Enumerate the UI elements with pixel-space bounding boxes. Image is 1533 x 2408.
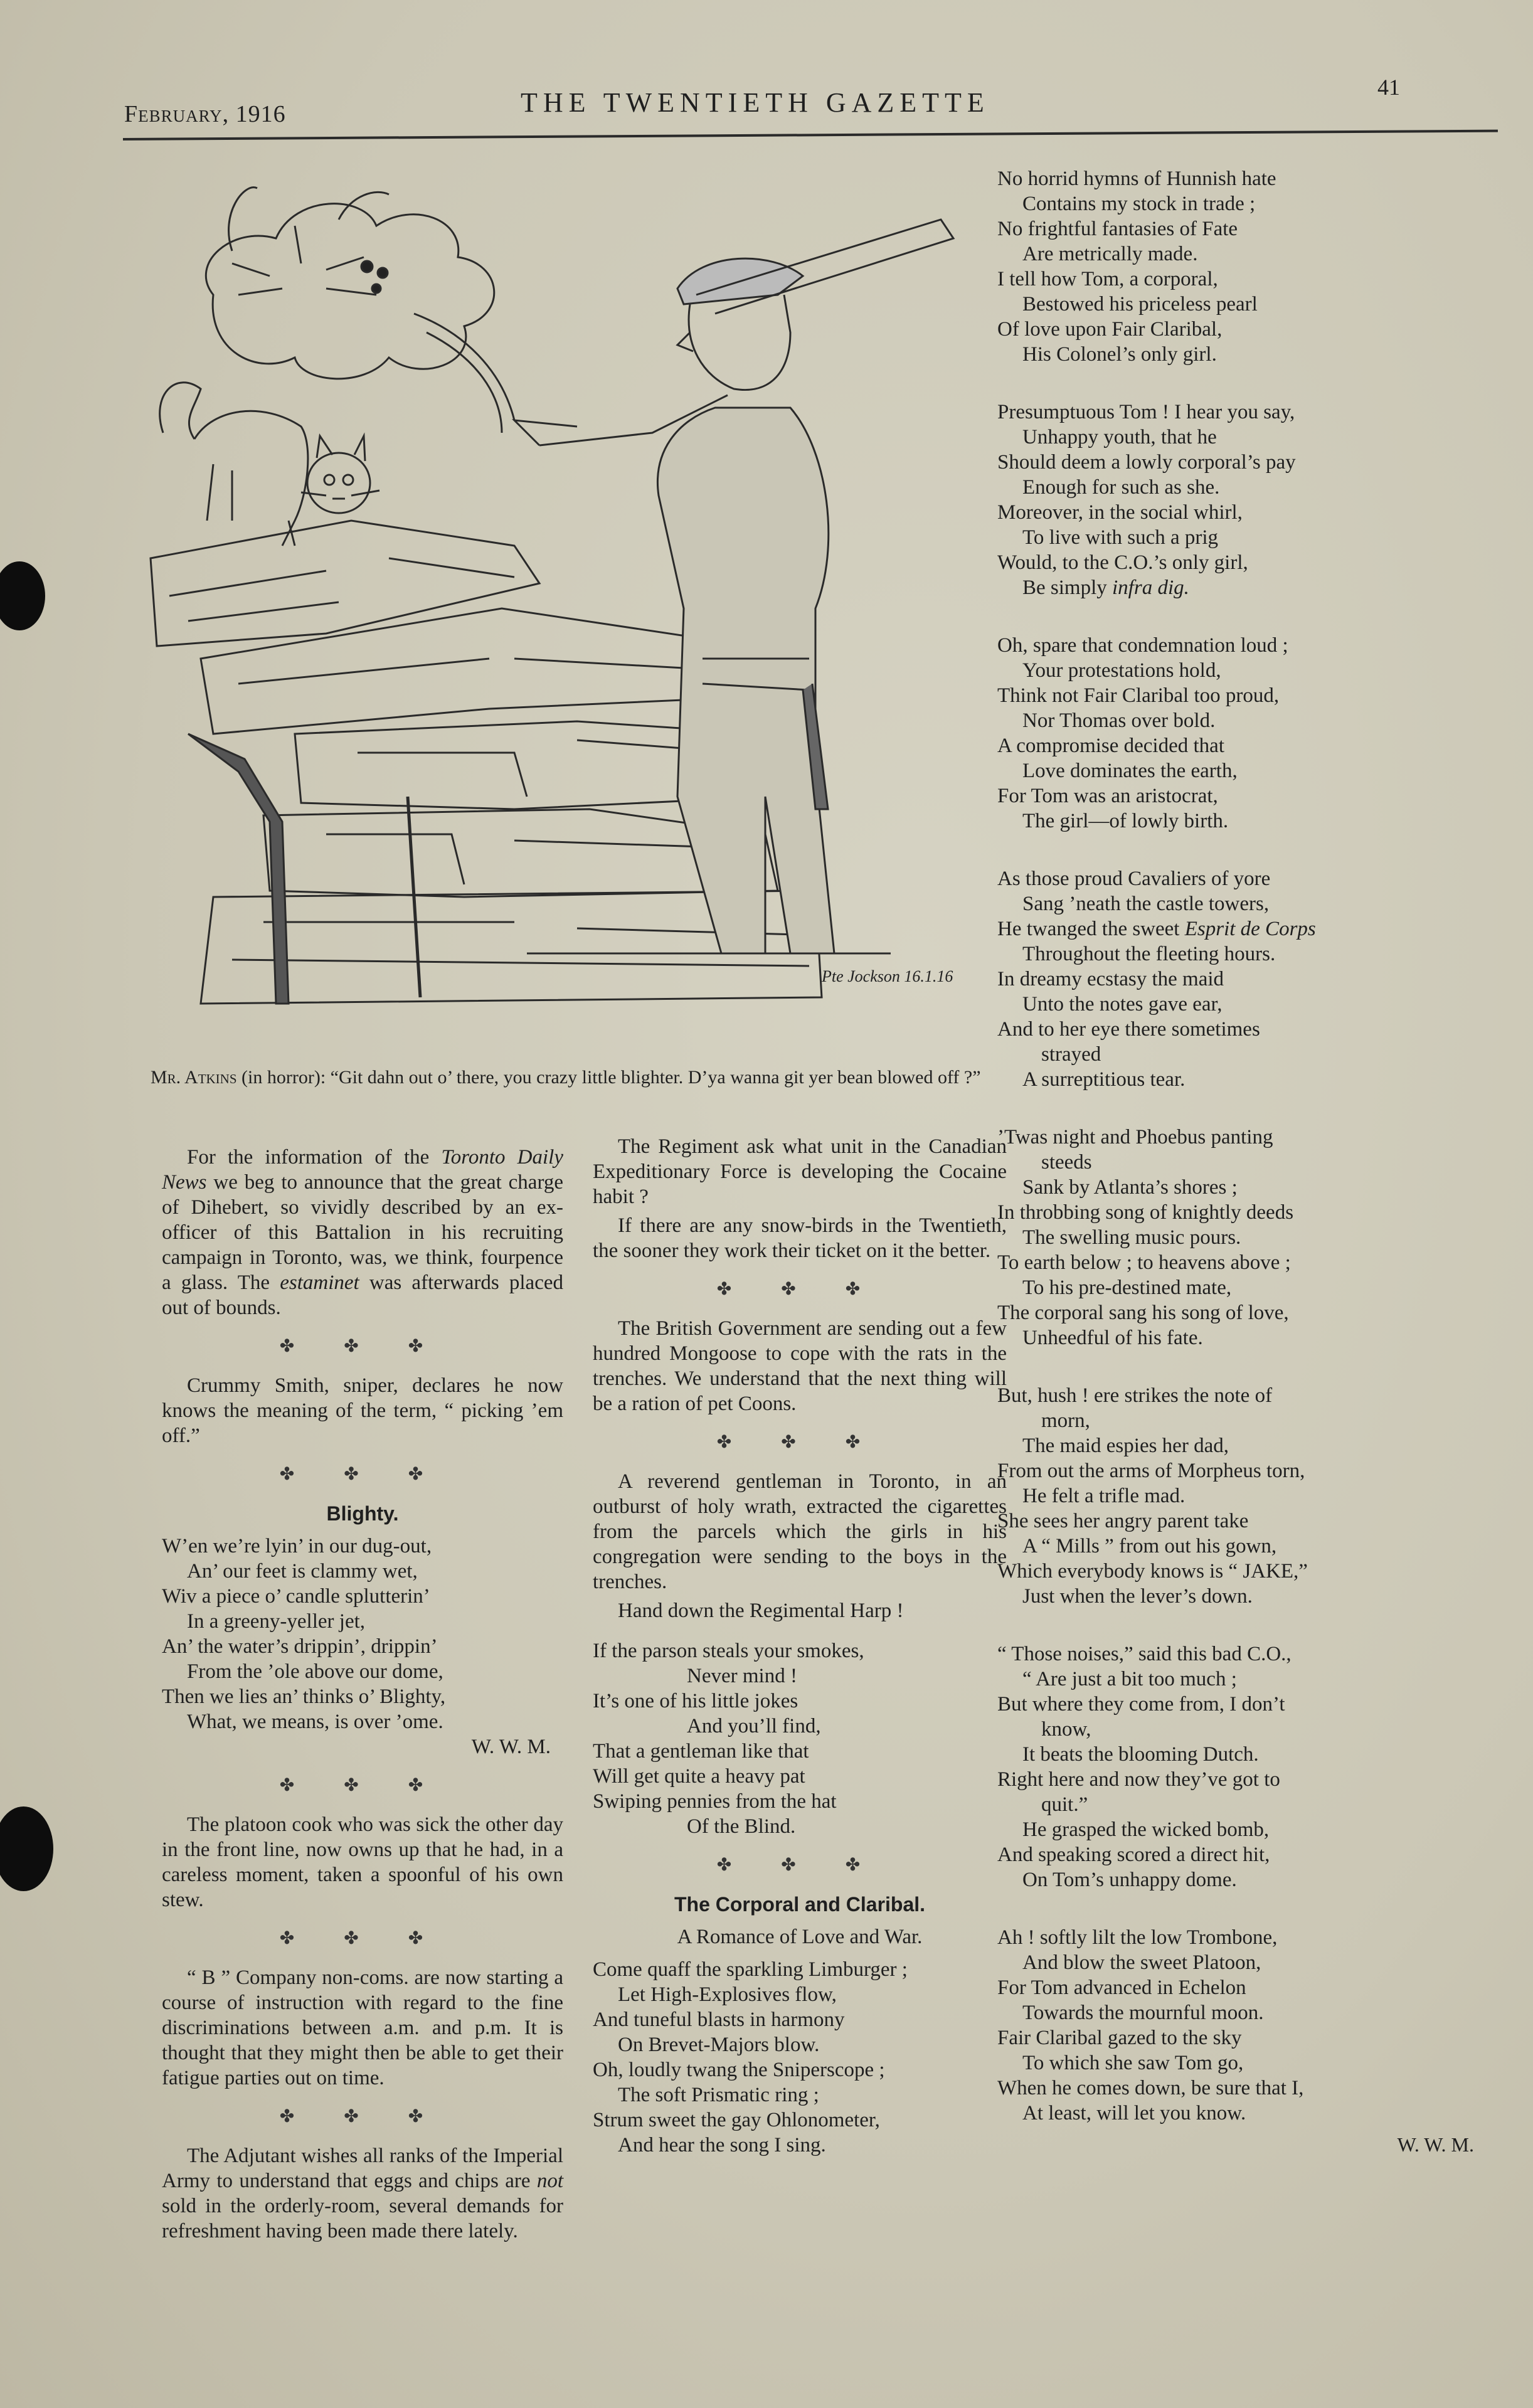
header-title: THE TWENTIETH GAZETTE	[521, 87, 990, 118]
ornament-divider: ✤ ✤ ✤	[716, 1855, 883, 1875]
snow-birds-paragraph: If there are any snow-birds in the Twentieth, the sooner they work their ticket on it the better.	[593, 1214, 1007, 1262]
poem-stanza-1: No horrid hymns of Hunnish hate Contains my stock in trade ; No frightful fantasies of Fate Are metrically made. I tell how Tom, a corporal, Bestowed his priceless pearl Of love upon Fair Claribal, His Colonel’s only girl.	[997, 167, 1276, 366]
parson-poem: If the parson steals your smokes, Never mind ! It’s one of his little jokes And you’ll find, That a gentleman like that Will get quite a heavy pat Swiping pennies from the hat Of the Blind.	[593, 1640, 864, 1838]
crummy-smith-paragraph: Crummy Smith, sniper, declares he now knows the meaning of the term, “ picking ’em off.”	[162, 1374, 563, 1447]
toronto-news-paragraph: For the information of the Toronto Daily News we beg to announce that the great charge of Dihebert, so vividly described by an ex-officer of this Battalion in his recruiting campaign in Toronto, was, we think, fourpence a glass. The estaminet was afterwards placed out of bounds.	[162, 1146, 563, 1319]
ornament-divider: ✤ ✤ ✤	[279, 1776, 446, 1795]
poem-stanza-4: As those proud Cavaliers of yore Sang ’neath the castle towers, He twanged the sweet Esprit de Corps Throughout the fleeting hours. In dreamy ecstasy the maid Unto the notes gave ear, And to her eye there sometimes strayed A surreptitious tear.	[997, 867, 1316, 1091]
mongoose-paragraph: The British Government are sending out a few hundred Mongoose to cope with the rats in the trenches. We understand that the next thing will be a ration of pet Coons.	[593, 1317, 1007, 1415]
poem-stanza-2: Presumptuous Tom ! I hear you say, Unhappy youth, that he Should deem a lowly corporal’s pay Enough for such as she. Moreover, in the social whirl, To live with such a prig Would, to the C.O.’s only girl, Be simply infra dig.	[997, 401, 1296, 599]
ornament-divider: ✤ ✤ ✤	[716, 1280, 883, 1299]
cartoon-illustration	[138, 169, 997, 1016]
rifle-drawing	[188, 734, 420, 1004]
poem-stanza-6: But, hush ! ere strikes the note of morn, The maid espies her dad, From out the arms of Morpheus torn, He felt a trifle mad. She sees her angry parent take A “ Mills ” from out his gown, Which everybody knows is “ JAKE,” Just when the lever’s down.	[997, 1384, 1308, 1608]
blighty-poem: W’en we’re lyin’ in our dug-out, An’ our feet is clammy wet, Wiv a piece o’ candle splutterin’ In a greeny-yeller jet, An’ the water’s drippin’, drippin’ From the ’ole above our dome, Then we lies an’ thinks o’ Blighty, What, we means, is over ’ome. W. W. M.	[162, 1534, 563, 1759]
corporal-poem-subtitle: A Romance of Love and War.	[677, 1926, 923, 1948]
column-left	[162, 1145, 563, 2247]
poem-signature: W. W. M.	[1397, 2133, 1474, 2156]
ornament-divider: ✤ ✤ ✤	[279, 2107, 446, 2126]
harp-paragraph: Hand down the Regimental Harp !	[618, 1599, 904, 1622]
poem-stanza-7: “ Those noises,” said this bad C.O., “ Are just a bit too much ; But where they come from, I don’t know, It beats the blooming Dutch. Right here and now they’ve got to quit.” He grasped the wicked bomb, And speaking scored a direct hit, On Tom’s unhappy dome.	[997, 1643, 1292, 1891]
ornament-divider: ✤ ✤ ✤	[279, 1465, 446, 1484]
caption-speaker: Mr. Atkins	[151, 1067, 237, 1088]
blighty-title: Blighty.	[326, 1502, 399, 1525]
header-date: February, 1916	[124, 101, 286, 127]
platoon-cook-paragraph: The platoon cook who was sick the other day in the front line, now owns up that he had, in a careless moment, taken a spoonful of his own stew.	[162, 1813, 563, 1911]
poem-stanza-8: Ah ! softly lilt the low Trombone, And blow the sweet Platoon, For Tom advanced in Echelon Towards the mournful moon. Fair Claribal gazed to the sky To which she saw Tom go, When he comes down, be sure that I, At least, will let you know.	[997, 1926, 1304, 2124]
page-number: 41	[1377, 75, 1400, 100]
caption-text: (in horror): “Git dahn out o’ there, you crazy little blighter. D’ya wanna git yer bean blowed off ?”	[236, 1067, 981, 1088]
binding-hole-bottom	[0, 1806, 53, 1891]
ornament-divider: ✤ ✤ ✤	[279, 1337, 446, 1356]
poem-stanza-5: ’Twas night and Phoebus panting steeds Sank by Atlanta’s shores ; In throbbing song of knightly deeds The swelling music pours. To earth below ; to heavens above ; To his pre-destined mate, The corporal sang his song of love, Unheedful of his fate.	[997, 1126, 1294, 1349]
adjutant-paragraph: The Adjutant wishes all ranks of the Imperial Army to understand that eggs and chips are not sold in the orderly-room, several demands for refreshment having been made there lately.	[162, 2145, 563, 2242]
illustration-caption	[151, 1066, 997, 1089]
ornament-divider: ✤ ✤ ✤	[279, 1929, 446, 1948]
reverend-paragraph: A reverend gentleman in Toronto, in an outburst of holy wrath, extracted the cigarettes from the parcels which the girls in his congregation were sending to the boys in the trenches.	[593, 1470, 1007, 1593]
column-middle	[593, 1134, 1007, 2158]
binding-hole-top	[0, 561, 45, 630]
corporal-poem-intro: Come quaff the sparkling Limburger ; Let High-Explosives flow, And tuneful blasts in harmony On Brevet-Majors blow. Oh, loudly twang the Sniperscope ; The soft Prismatic ring ; Strum sweet the gay Ohlonometer, And hear the song I sing.	[593, 1958, 908, 2156]
header-rule	[123, 130, 1498, 141]
ornament-divider: ✤ ✤ ✤	[716, 1433, 883, 1452]
blighty-signature: W. W. M.	[471, 1736, 551, 1758]
artist-signature: Pte Jockson 16.1.16	[822, 967, 953, 985]
b-company-paragraph: “ B ” Company non-coms. are now starting a course of instruction with regard to the fine discriminations between a.m. and p.m. It is thought that they might then be able to get their fatigue parties out on time.	[162, 1966, 563, 2089]
column-right	[997, 166, 1487, 2157]
cocaine-paragraph: The Regiment ask what unit in the Canadian Expeditionary Force is developing the Cocaine habit ?	[593, 1135, 1007, 1208]
poem-stanza-3: Oh, spare that condemnation loud ; Your protestations hold, Think not Fair Claribal too proud, Nor Thomas over bold. A compromise decided that Love dominates the earth, For Tom was an aristocrat, The girl—of lowly birth.	[997, 634, 1288, 832]
corporal-poem-title: The Corporal and Claribal.	[674, 1893, 926, 1916]
shell-burst-cloud	[206, 188, 514, 433]
